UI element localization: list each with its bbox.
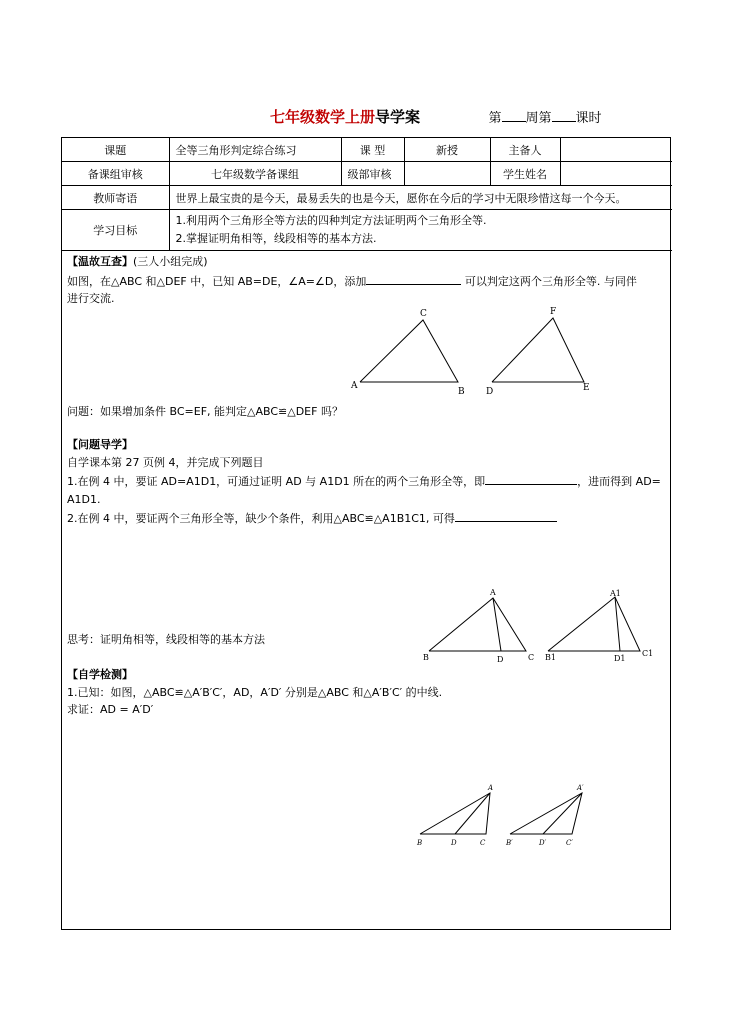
title-prefix: 七年级	[270, 108, 316, 126]
label-m-a2: A′	[577, 784, 584, 792]
label-e: E	[583, 383, 590, 393]
guide-think: 思考：证明角相等，线段相等的基本方法	[67, 632, 265, 646]
lesson-week-label: 第	[488, 111, 502, 126]
guide-q1-a: 1.在例 4 中，要证 AD=A1D1，可通过证明 AD 与 A1D1 所在的两个三角形全等，即	[67, 475, 486, 488]
topic-value: 全等三角形判定综合练习	[169, 138, 341, 162]
review-text-b: 可以判定这两个三角形全等. 与同伴	[461, 274, 637, 288]
lesson-line	[489, 111, 602, 126]
label-ex-c: C	[528, 653, 535, 662]
goals-label: 学习目标	[62, 210, 169, 251]
lesson-suffix: 课时	[575, 111, 602, 126]
dept-label: 级部审核	[341, 162, 404, 186]
info-row-topic	[62, 138, 672, 162]
guide-q1-blank[interactable]	[485, 471, 577, 485]
label-d: D	[486, 387, 494, 397]
student-label: 学生姓名	[490, 162, 560, 186]
info-row-goals	[62, 210, 672, 251]
worksheet-body	[62, 251, 670, 721]
info-row-review	[62, 162, 672, 186]
document-title	[270, 106, 602, 127]
label-f: F	[550, 307, 557, 317]
label-ex-b: B	[423, 653, 429, 662]
dept-value[interactable]	[404, 162, 490, 186]
guide-q2-blank[interactable]	[455, 508, 557, 522]
label-m-c: C	[480, 839, 486, 847]
label-c: C	[420, 309, 427, 319]
label-ex-a1: A1	[610, 589, 621, 598]
label-ex-a: A	[490, 588, 496, 597]
review-text-c: 进行交流.	[67, 292, 115, 305]
author-label: 主备人	[490, 138, 560, 162]
info-table	[62, 138, 672, 251]
guide-q2: 2.在例 4 中，要证两个三角形全等，缺少个条件，利用△ABC≌△A1B1C1, 可得	[67, 512, 455, 525]
review-figure-space	[67, 308, 665, 403]
week-blank[interactable]	[502, 109, 526, 122]
guide-heading: 【问题导学】	[67, 438, 133, 451]
label-ex-b1: B1	[545, 653, 556, 662]
review-heading: 【温故互查】	[67, 255, 133, 268]
review-answer-blank[interactable]	[366, 271, 461, 285]
type-value: 新授	[404, 138, 490, 162]
check-heading: 【自学检测】	[67, 668, 133, 681]
review-value: 七年级数学备课组	[169, 162, 341, 186]
goal-1: 1.利用两个三角形全等方法的四种判定方法证明两个三角形全等.	[175, 214, 487, 227]
guide-intro: 自学课本第 27 页例 4，并完成下列题目	[67, 455, 264, 469]
lesson-period-label: 周第	[525, 111, 552, 126]
author-value[interactable]	[560, 138, 672, 162]
label-ex-d1: D1	[614, 654, 626, 663]
check-q1: 1.已知：如图，△ABC≌△A′B′C′，AD，A′D′ 分别是△ABC 和△A′B′C′ 的中线.	[67, 685, 443, 699]
period-blank[interactable]	[552, 109, 576, 122]
title-suffix: 导学案	[375, 108, 421, 126]
label-ex-c1: C1	[642, 649, 654, 658]
guide-figure-space	[67, 528, 665, 631]
review-text-a: 如图，在△ABC 和△DEF 中，已知 AB=DE，∠A=∠D，添加	[67, 274, 367, 288]
info-row-message	[62, 186, 672, 210]
title-highlight: 数学上册	[315, 108, 376, 126]
review-question: 问题：如果增加条件 BC=EF, 能判定△ABC≌△DEF 吗？	[67, 404, 343, 418]
label-b: B	[458, 387, 465, 397]
review-heading-note: (三人小组完成)	[133, 255, 208, 268]
label-ex-d: D	[497, 655, 504, 664]
message-label: 教师寄语	[62, 186, 169, 210]
guide-q1-c: A1D1.	[67, 492, 101, 506]
review-label: 备课组审核	[62, 162, 169, 186]
label-m-d2: D′	[539, 839, 547, 847]
goal-2: 2.掌握证明角相等，线段相等的基本方法.	[175, 232, 377, 245]
type-label: 课 型	[341, 138, 404, 162]
goals-value	[169, 210, 672, 251]
topic-label: 课题	[62, 138, 169, 162]
label-m-a: A	[488, 784, 494, 792]
label-m-d: D	[451, 839, 457, 847]
message-value: 世界上最宝贵的是今天，最易丢失的也是今天，愿你在今后的学习中无限珍惜这每一个今天。	[169, 186, 672, 210]
guide-q1-b: ，进而得到 AD=	[577, 475, 661, 488]
student-value[interactable]	[560, 162, 672, 186]
label-m-c2: C′	[566, 839, 573, 847]
label-a: A	[351, 381, 358, 391]
label-m-b: B	[417, 839, 423, 847]
worksheet-frame	[61, 137, 671, 930]
label-m-b2: B′	[506, 839, 513, 847]
check-prove: 求证：AD = A′D′	[67, 703, 154, 716]
